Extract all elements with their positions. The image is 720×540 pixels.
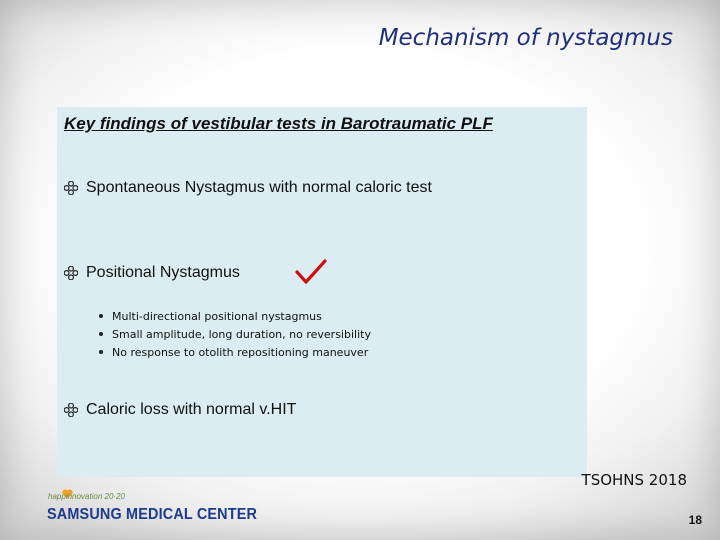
bullet-dot-icon: [99, 350, 103, 354]
logo-tagline: happinnovation 20·20: [48, 492, 125, 501]
list-item: [99, 343, 371, 361]
finding-item: [64, 401, 296, 419]
diamond-bullet-icon: [64, 266, 78, 280]
samsung-medical-center-logo: [30, 488, 258, 528]
finding-item: [64, 264, 240, 282]
checkmark-icon: [295, 259, 327, 290]
list-item: [99, 307, 371, 325]
source-citation: TSOHNS 2018: [581, 471, 687, 489]
page-number: 18: [688, 513, 702, 527]
bullet-dot-icon: [99, 314, 103, 318]
sub-point-text: Multi-directional positional nystagmus: [112, 309, 322, 323]
diamond-bullet-icon: [64, 403, 78, 417]
panel-heading: Key findings of vestibular tests in Barotraumatic PLF: [64, 114, 493, 133]
sub-point-text: Small amplitude, long duration, no reversibility: [112, 327, 371, 341]
diamond-bullet-icon: [64, 181, 78, 195]
findings-panel: [57, 107, 587, 477]
logo-wordmark: SAMSUNG MEDICAL CENTER: [47, 506, 258, 523]
slide-title: Mechanism of nystagmus: [378, 25, 673, 51]
finding-text: Spontaneous Nystagmus with normal caloric test: [86, 179, 432, 196]
bullet-dot-icon: [99, 332, 103, 336]
sub-point-text: No response to otolith repositioning maneuver: [112, 345, 369, 359]
list-item: [99, 325, 371, 343]
sub-point-list: [99, 307, 371, 361]
finding-text: Caloric loss with normal v.HIT: [86, 401, 297, 418]
finding-item: [64, 179, 432, 197]
finding-text: Positional Nystagmus: [86, 264, 240, 281]
